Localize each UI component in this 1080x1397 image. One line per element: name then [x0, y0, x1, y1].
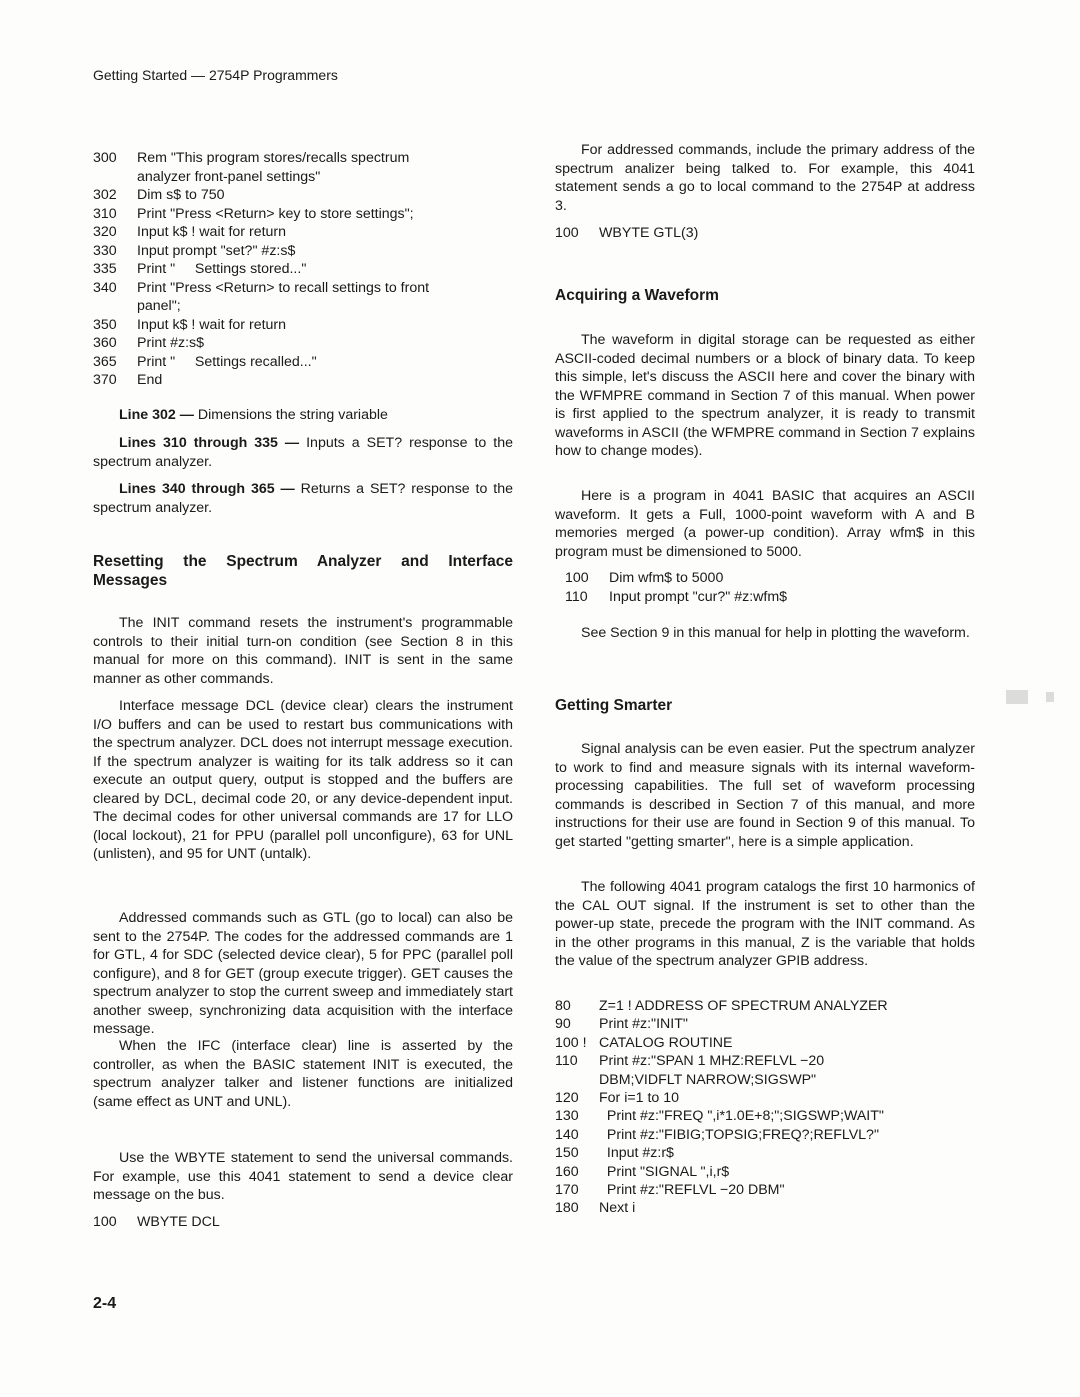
- code-text: Print " Settings stored...": [137, 261, 307, 277]
- line-number: 90: [555, 1016, 571, 1033]
- code-continuation: DBM;VIDFLT NARROW;SIGSWP": [599, 1071, 817, 1088]
- scan-smudge: [1046, 692, 1054, 702]
- code-text: Input k$ ! wait for return: [137, 316, 287, 333]
- code-continuation: panel";: [137, 298, 181, 314]
- code-line: [93, 316, 513, 335]
- code-line: [93, 186, 513, 205]
- paragraph-program: Here is a program in 4041 BASIC that acquires an ASCII waveform. It gets a Full, 1000-point waveform with A and B memories merged (a power-up condition). Array wfm$ in this program must be dimensioned to 5000.: [555, 488, 975, 560]
- paragraph-dcl: Interface message DCL (device clear) clears the instrument I/O buffers and can be used to restart bus communications with the spectrum analyzer. DCL does not interrupt message execution. If the spectrum analyzer is waiting for its talk address so it can execute an output query, output is stopped and the buffers are cleared by DCL, decimal code 20, or any device-dependent input. The decimal codes for other universal commands are 17 for LLO (local lockout), 21 for PPU (parallel poll unconfigure), 63 for UNL (unlisten), and 95 for UNT (untalk).: [93, 698, 513, 862]
- code-text: Input k$ ! wait for return: [137, 224, 287, 240]
- code-line: [555, 1034, 975, 1052]
- code-line: [93, 371, 513, 390]
- code-text: Print #z:"FREQ ",i*1.0E+8;";SIGSWP;WAIT": [599, 1108, 884, 1125]
- line-number: 365: [93, 353, 117, 370]
- code-text: Input prompt "cur?" #z:wfm$: [609, 588, 788, 605]
- code-line: [93, 242, 513, 261]
- code-text: Print " Settings recalled...": [137, 353, 317, 370]
- code-text: Input prompt "set?" #z:s$: [137, 242, 296, 259]
- line-number: 150: [555, 1145, 579, 1162]
- paragraph-init: The INIT command resets the instrument's programmable controls to their initial turn-on condition (see Section 8 in this manual for more on this command). INIT is sent in the same manner as other commands.: [93, 615, 513, 687]
- code-text: For i=1 to 10: [599, 1090, 680, 1107]
- code-text: Print #z:"SPAN 1 MHZ:REFLVL −20: [599, 1053, 825, 1070]
- code-text: End: [137, 372, 163, 388]
- code-line: [555, 1199, 975, 1217]
- line-number: 300: [93, 150, 117, 166]
- scan-smudge: [1006, 690, 1028, 704]
- code-text: Z=1 ! ADDRESS OF SPECTRUM ANALYZER: [599, 998, 888, 1014]
- note-lines-340-365: Lines 340 through 365 — Returns a SET? response to the spectrum analyzer.: [93, 481, 514, 516]
- code-line: [93, 149, 513, 168]
- line-number: 370: [93, 372, 117, 388]
- code-line: [565, 569, 985, 588]
- line-number: 160: [555, 1163, 579, 1180]
- line-number: 100 !: [555, 1034, 587, 1051]
- heading-getting-smarter: Getting Smarter: [555, 697, 673, 714]
- code-line: [555, 1052, 975, 1070]
- page-number: 2-4: [93, 1295, 117, 1312]
- code-continuation: analyzer front-panel settings": [137, 168, 321, 185]
- line-number: 110: [555, 1053, 578, 1070]
- note-line-302: Line 302 — Dimensions the string variable: [119, 407, 388, 423]
- code-line: [555, 1163, 975, 1181]
- code-text: CATALOG ROUTINE: [599, 1034, 733, 1051]
- line-number: 330: [93, 242, 117, 259]
- code-line: [555, 1107, 975, 1125]
- code-text: Print #z:"FIBIG;TOPSIG;FREQ?;REFLVL?": [599, 1126, 879, 1143]
- heading-resetting: Resetting the Spectrum Analyzer and Interface Messages: [93, 553, 513, 589]
- code-text: Print "SIGNAL ",i,r$: [599, 1163, 730, 1180]
- paragraph-wbyte: Use the WBYTE statement to send the universal commands. For example, use this 4041 statement to send a device clear message on the bus.: [93, 1150, 513, 1203]
- code-text: Print "Press <Return> key to store settings";: [137, 205, 414, 222]
- code-line: [93, 205, 513, 224]
- code-text: Next i: [599, 1200, 636, 1217]
- line-number: 302: [93, 187, 117, 203]
- code-line: [555, 1181, 975, 1199]
- note-lines-310-335: Lines 310 through 335 — Inputs a SET? response to the spectrum analyzer.: [93, 435, 513, 470]
- code-line: [565, 588, 985, 607]
- code-text: Print #z:"INIT": [599, 1016, 688, 1033]
- program-acquire-waveform: [565, 569, 985, 606]
- code-text: Dim s$ to 750: [137, 187, 225, 203]
- heading-acquiring-waveform: Acquiring a Waveform: [555, 287, 719, 304]
- line-number: 335: [93, 261, 117, 277]
- line-number: 140: [555, 1126, 579, 1143]
- code-line: [93, 223, 513, 242]
- line-number: 340: [93, 279, 117, 296]
- line-number: 170: [555, 1182, 579, 1199]
- code-line: [555, 1015, 975, 1033]
- paragraph-addressed-commands: Addressed commands such as GTL (go to local) can also be sent to the 2754P. The codes for the addressed commands are 1 for GTL, 4 for SDC (selected device clear), 5 for PPC (parallel poll configure), and 8 for GET (group execute trigger). GET causes the spectrum analyzer to stop the current sweep and immediately start another sweep, synchronizing data acquisition with the interface message.: [93, 910, 513, 1037]
- line-number: 320: [93, 224, 117, 240]
- code-text: Print #z:"REFLVL −20 DBM": [599, 1182, 785, 1199]
- code-text: Rem "This program stores/recalls spectrum: [137, 150, 410, 166]
- paragraph-signal-analysis: Signal analysis can be even easier. Put the spectrum analyzer to work to find and measure signals with its internal waveform-processing capabilities. The full set of waveform processing commands is described in Section 7 of this manual, and more instructions for their use are found in Section 9 of this manual. To get started "getting smarter", here is a simple application.: [555, 741, 975, 850]
- code-wbyte-gtl: 100 WBYTE GTL(3): [555, 225, 699, 241]
- paragraph-waveform: The waveform in digital storage can be requested as either ASCII-coded decimal numbers or a block of binary data. To keep this simple, let's discuss the ASCII here and cover the binary with the WFMPRE command in Section 7 of this manual. When power is first applied to the spectrum analyzer, it is ready to transmit waveforms in ASCII (the WFMPRE command in Section 7 explains how to change modes).: [555, 332, 975, 459]
- program-store-recall: [93, 149, 513, 390]
- code-line: [555, 1144, 975, 1162]
- code-text: Print #z:s$: [137, 335, 205, 351]
- running-header: Getting Started — 2754P Programmers: [93, 67, 338, 83]
- line-number: 130: [555, 1108, 579, 1125]
- program-catalog-harmonics: [555, 997, 975, 1218]
- code-line: [93, 260, 513, 279]
- line-number: 120: [555, 1090, 579, 1107]
- code-line: [555, 1089, 975, 1107]
- paragraph-following-program: The following 4041 program catalogs the first 10 harmonics of the CAL OUT signal. If the instrument is set to other than the power-up state, precede the program with the INIT command. As in the other programs in this manual, Z is the variable that holds the value of the spectrum analyzer GPIB address.: [555, 879, 975, 969]
- code-text: Dim wfm$ to 5000: [609, 570, 724, 586]
- code-line: [93, 334, 513, 353]
- paragraph-ifc: When the IFC (interface clear) line is asserted by the controller, as when the BASIC statement INIT is executed, the spectrum analyzer talker and listener functions are initialized (same effect as UNT and UNL).: [93, 1038, 513, 1110]
- line-number: 80: [555, 998, 571, 1014]
- code-line: [555, 1126, 975, 1144]
- line-number: 360: [93, 335, 117, 351]
- line-number: 350: [93, 316, 117, 333]
- code-text: Print "Press <Return> to recall settings to front: [137, 279, 430, 296]
- paragraph-addressed-include: For addressed commands, include the primary address of the spectrum analizer being talked to. For example, this 4041 statement sends a go to local command to the 2754P at address 3.: [555, 142, 975, 214]
- code-wbyte-dcl: 100 WBYTE DCL: [93, 1214, 220, 1230]
- line-number: 180: [555, 1200, 579, 1217]
- code-line: [93, 279, 513, 298]
- code-line: [93, 353, 513, 372]
- paragraph-see-section: See Section 9 in this manual for help in plotting the waveform.: [581, 625, 970, 641]
- code-line: [555, 997, 975, 1015]
- line-number: 100: [565, 570, 589, 586]
- code-text: Input #z:r$: [599, 1145, 674, 1162]
- line-number: 110: [565, 588, 588, 605]
- line-number: 310: [93, 205, 117, 222]
